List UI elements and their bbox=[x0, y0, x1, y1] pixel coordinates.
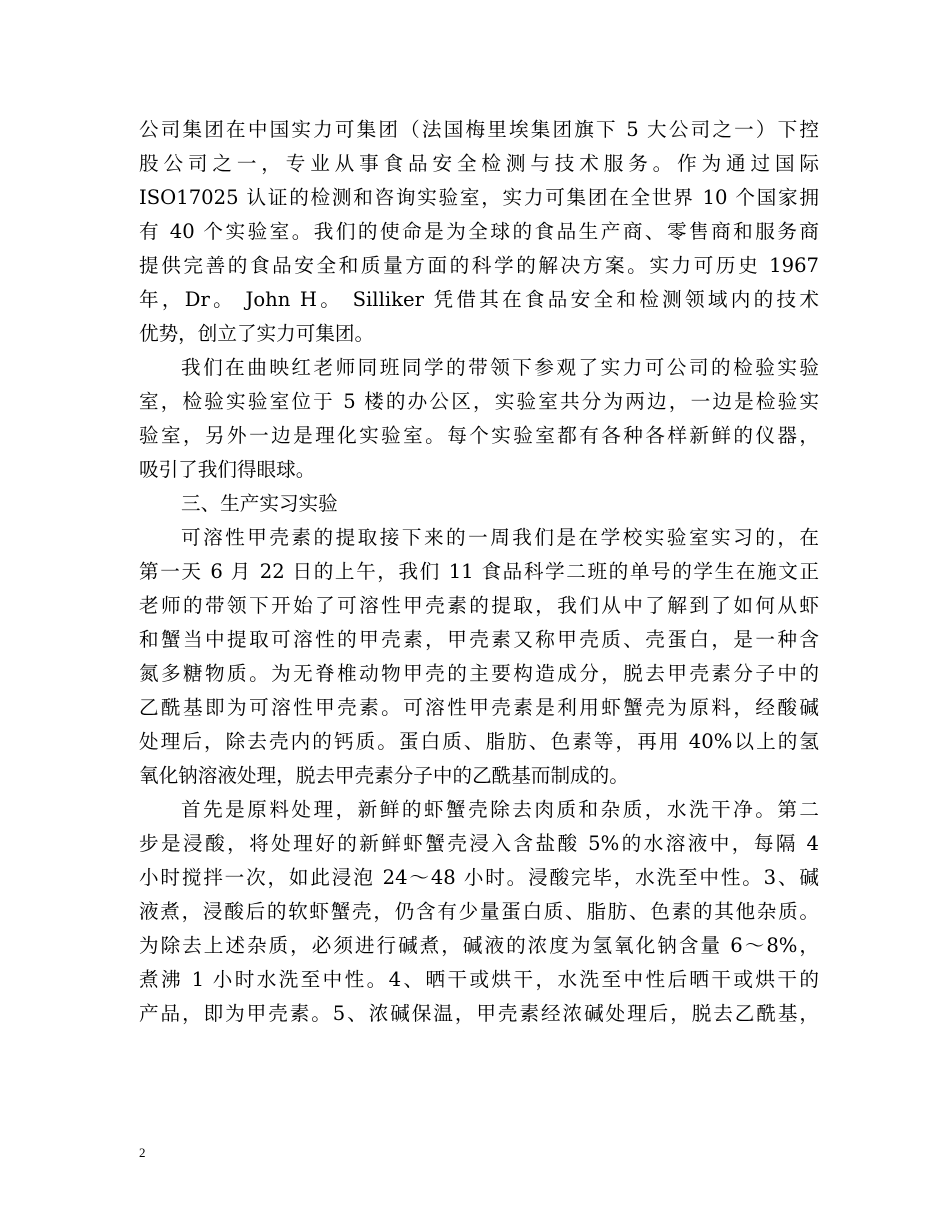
text-line: 吸引了我们得眼球。 bbox=[139, 458, 316, 481]
text-line: 股公司之一，专业从事食品安全检测与技术服务。作为通过国际 bbox=[139, 152, 819, 175]
page-number: 2 bbox=[139, 1145, 146, 1160]
text-line: 第一天 6 月 22 日的上午，我们 11 食品科学二班的单号的学生在施文正 bbox=[139, 560, 819, 583]
text-line: 氧化钠溶液处理，脱去甲壳素分子中的乙酰基而制成的。 bbox=[139, 764, 629, 787]
text-line: 小时搅拌一次，如此浸泡 24～48 小时。浸酸完毕，水洗至中性。3、碱 bbox=[139, 866, 819, 889]
text-line: 处理后，除去壳内的钙质。蛋白质、脂肪、色素等，再用 40%以上的氢 bbox=[139, 730, 819, 753]
text-line: 公司集团在中国实力可集团（法国梅里埃集团旗下 5 大公司之一）下控 bbox=[139, 118, 819, 141]
text-line: 乙酰基即为可溶性甲壳素。可溶性甲壳素是利用虾蟹壳为原料，经酸碱 bbox=[139, 696, 819, 719]
text-line: 液煮，浸酸后的软虾蟹壳，仍含有少量蛋白质、脂肪、色素的其他杂质。 bbox=[139, 900, 819, 923]
text-line: 产品，即为甲壳素。5、浓碱保温，甲壳素经浓碱处理后，脱去乙酰基， bbox=[139, 1002, 819, 1025]
text-line: 提供完善的食品安全和质量方面的科学的解决方案。实力可历史 1967 bbox=[139, 254, 819, 277]
text-line: 有 40 个实验室。我们的使命是为全球的食品生产商、零售商和服务商 bbox=[139, 220, 819, 243]
text-line: 煮沸 1 小时水洗至中性。4、晒干或烘干，水洗至中性后晒干或烘干的 bbox=[139, 968, 819, 991]
text-line: 优势，创立了实力可集团。 bbox=[139, 322, 375, 345]
text-line: 步是浸酸，将处理好的新鲜虾蟹壳浸入含盐酸 5%的水溶液中，每隔 4 bbox=[139, 832, 819, 855]
text-line: 和蟹当中提取可溶性的甲壳素，甲壳素又称甲壳质、壳蛋白，是一种含 bbox=[139, 628, 819, 651]
text-line: 室，检验实验室位于 5 楼的办公区，实验室共分为两边，一边是检验实 bbox=[139, 390, 819, 413]
text-line: 氮多糖物质。为无脊椎动物甲壳的主要构造成分，脱去甲壳素分子中的 bbox=[139, 662, 819, 685]
text-line: 可溶性甲壳素的提取接下来的一周我们是在学校实验室实习的，在 bbox=[181, 526, 819, 549]
text-line: 我们在曲映红老师同班同学的带领下参观了实力可公司的检验实验 bbox=[181, 356, 819, 379]
text-line: 为除去上述杂质，必须进行碱煮，碱液的浓度为氢氧化钠含量 6～8%， bbox=[139, 934, 819, 957]
text-line: 首先是原料处理，新鲜的虾蟹壳除去肉质和杂质，水洗干净。第二 bbox=[181, 798, 819, 821]
text-line: 验室，另外一边是理化实验室。每个实验室都有各种各样新鲜的仪器， bbox=[139, 424, 819, 447]
text-line: ISO17025 认证的检测和咨询实验室，实力可集团在全世界 10 个国家拥 bbox=[139, 186, 819, 209]
text-line: 老师的带领下开始了可溶性甲壳素的提取，我们从中了解到了如何从虾 bbox=[139, 594, 819, 617]
section-heading: 三、生产实习实验 bbox=[181, 492, 338, 515]
text-line: 年，Dr。 John H。 Silliker 凭借其在食品安全和检测领域内的技术 bbox=[139, 288, 819, 311]
